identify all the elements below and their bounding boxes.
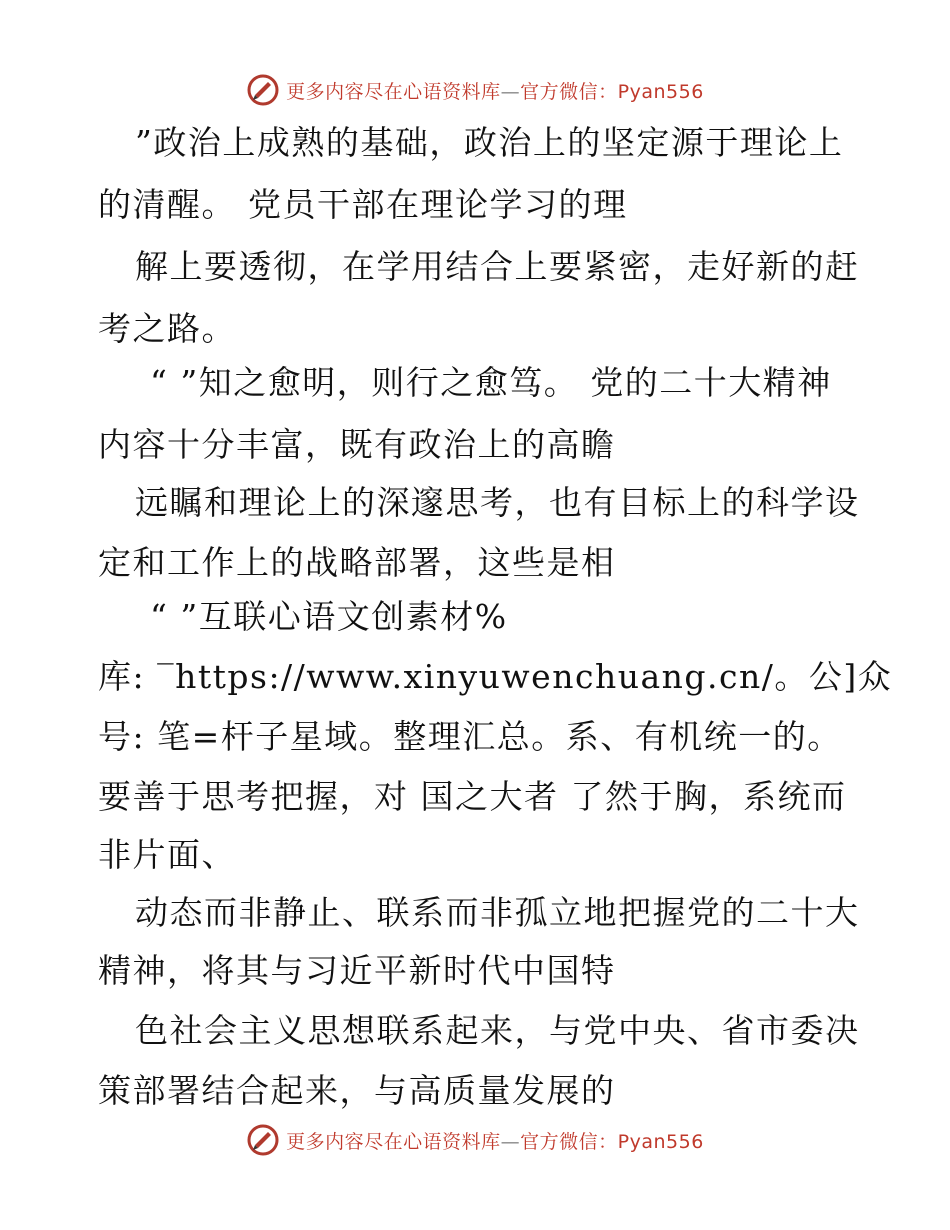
text-line-16: 色社会主义思想联系起来，与党中央、省市委决 (135, 1011, 860, 1050)
footer-banner-main: 更多内容尽在心语资料库 (286, 1130, 501, 1153)
text-line-1: ”政治上成熟的基础，政治上的坚定源于理论上 (135, 123, 844, 162)
header-banner-wechat: 官方微信：Pyan556 (520, 80, 704, 103)
footer-banner-separator: — (500, 1130, 521, 1153)
text-line-12: 要善于思考把握，对 国之大者 了然于胸，系统而 (98, 777, 847, 816)
text-line-13: 非片面、 (98, 835, 236, 874)
header-banner (0, 70, 950, 110)
text-line-17: 策部署结合起来，与高质量发展的 (98, 1071, 616, 1110)
text-line-10: 库: ‾https://www.xinyuwenchuang.cn/。公]众 (98, 657, 893, 696)
text-line-4: 考之路。 (98, 309, 236, 348)
footer-banner-text (286, 1127, 704, 1154)
text-line-3: 解上要透彻，在学用结合上要紧密，走好新的赶 (135, 247, 860, 286)
footer-banner-wechat: 官方微信：Pyan556 (520, 1130, 704, 1153)
text-line-9: “ ”互联心语文创素材% (150, 597, 508, 636)
text-line-11: 号: 笔=杆子星域。整理汇总。系、有机统一的。 (98, 717, 842, 756)
text-line-5: “ ”知之愈明，则行之愈笃。 党的二十大精神 (150, 363, 832, 402)
header-banner-text (286, 77, 704, 104)
text-line-15: 精神，将其与习近平新时代中国特 (98, 951, 616, 990)
brand-logo-icon (246, 73, 280, 107)
text-line-2: 的清醒。 党员干部在理论学习的理 (98, 185, 628, 224)
text-line-8: 定和工作上的战略部署，这些是相 (98, 543, 616, 582)
footer-banner (0, 1120, 950, 1160)
brand-logo-icon (246, 1123, 280, 1157)
text-line-6: 内容十分丰富，既有政治上的高瞻 (98, 425, 616, 464)
header-banner-main: 更多内容尽在心语资料库 (286, 80, 501, 103)
header-banner-separator: — (500, 80, 521, 103)
text-line-7: 远瞩和理论上的深邃思考，也有目标上的科学设 (135, 483, 860, 522)
text-line-14: 动态而非静止、联系而非孤立地把握党的二十大 (135, 893, 860, 932)
